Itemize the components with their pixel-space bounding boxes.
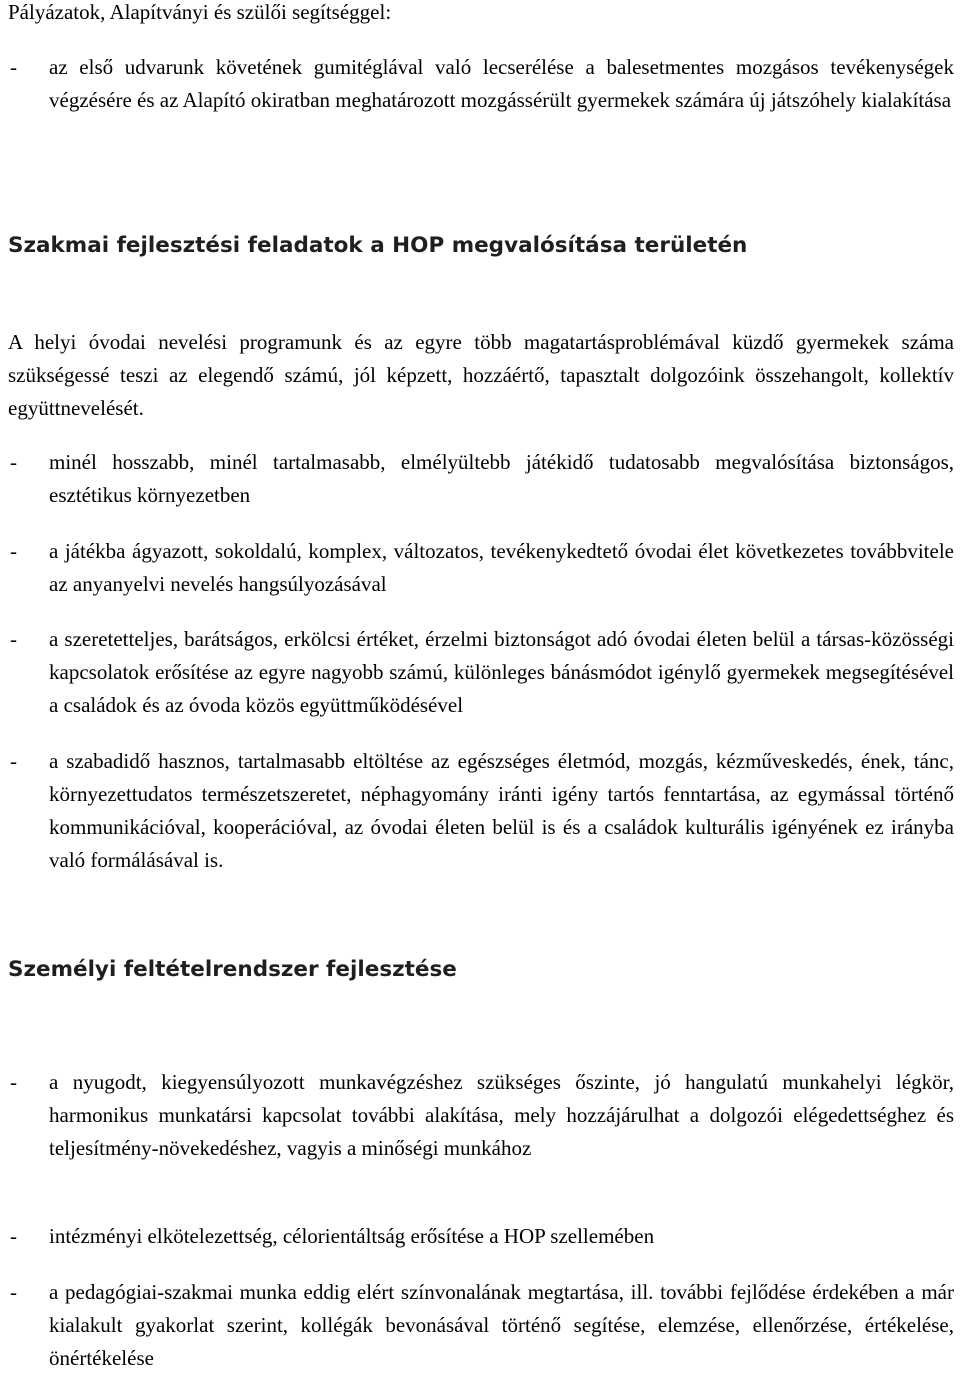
section2-list-item-text: a pedagógiai-szakmai munka eddig elért színvonalának megtartása, ill. további fejlődése érdekében a már kialakult gyakorlat szerint, kollégák bevonásával történő segítése, elemzése, ellenőrzése, értékelése, önértékelése [49,1280,954,1370]
intro-list-item-text: az első udvarunk követének gumitéglával való lecserélése a balesetmentes mozgásos tevékenységek végzésére és az Alapító okiratban meghatározott mozgássérült gyermekek számára új játszóhely kialakítása [49,55,954,112]
section2-list-item [0,1220,954,1253]
section2-list-item [0,1066,954,1165]
section1-list-item-text: a játékba ágyazott, sokoldalú, komplex, változatos, tevékenykedtető óvodai élet következetes továbbvitele az anyanyelvi nevelés hangsúlyozásával [49,539,954,596]
section-heading-professional-development: Szakmai fejlesztési feladatok a HOP megvalósítása területén [8,233,748,258]
section1-list-item-text: a szabadidő hasznos, tartalmasabb eltöltése az egészséges életmód, mozgás, kézműveskedés, ének, tánc, környezettudatos természetszeretet, néphagyomány iránti igény tartós fenntartása, az egymással történő kommunikációval, kooperációval, az óvodai életen belül is és a családok kulturális igényének ez irányba való formálásával is. [49,749,954,872]
section2-list-item-text: a nyugodt, kiegyensúlyozott munkavégzéshez szükséges őszinte, jó hangulatú munkahelyi légkör, harmonikus munkatársi kapcsolat további alakítása, mely hozzájárulhat a dolgozói elégedettséghez és teljesítmény-növekedéshez, vagyis a minőségi munkához [49,1070,954,1160]
section1-list-item [0,745,954,877]
intro-heading: Pályázatok, Alapítványi és szülői segítséggel: [8,0,392,24]
section1-list-item [0,446,954,512]
bullet-dash: - [10,1280,17,1304]
section2-list-item [0,1276,954,1375]
bullet-dash: - [10,539,17,563]
section1-list-item-text: minél hosszabb, minél tartalmasabb, elmélyültebb játékidő tudatosabb megvalósítása biztonságos, esztétikus környezetben [49,450,954,507]
intro-list-item [0,51,954,117]
bullet-dash: - [10,749,17,773]
section-paragraph: A helyi óvodai nevelési programunk és az egyre több magatartásproblémával küzdő gyermekek száma szükségessé teszi az elegendő számú, jól képzett, hozzáértő, tapasztalt dolgozóink összehangolt, kollektív együttnevelését. [8,330,954,420]
section2-list-item-text: intézményi elkötelezettség, célorientáltság erősítése a HOP szellemében [49,1224,655,1248]
bullet-dash: - [10,627,17,651]
bullet-dash: - [10,450,17,474]
bullet-dash: - [10,1070,17,1094]
bullet-dash: - [10,1224,17,1248]
section1-list-item [0,535,954,601]
section1-list-item-text: a szeretetteljes, barátságos, erkölcsi értéket, érzelmi biztonságot adó óvodai életen belül a társas-közösségi kapcsolatok erősítése az egyre nagyobb számú, különleges bánásmódot igénylő gyermekek megsegítésével a családok és az óvoda közös együttműködésével [49,627,954,717]
section-heading-personnel: Személyi feltételrendszer fejlesztése [8,957,457,982]
section1-list-item [0,623,954,722]
bullet-dash: - [10,55,17,79]
